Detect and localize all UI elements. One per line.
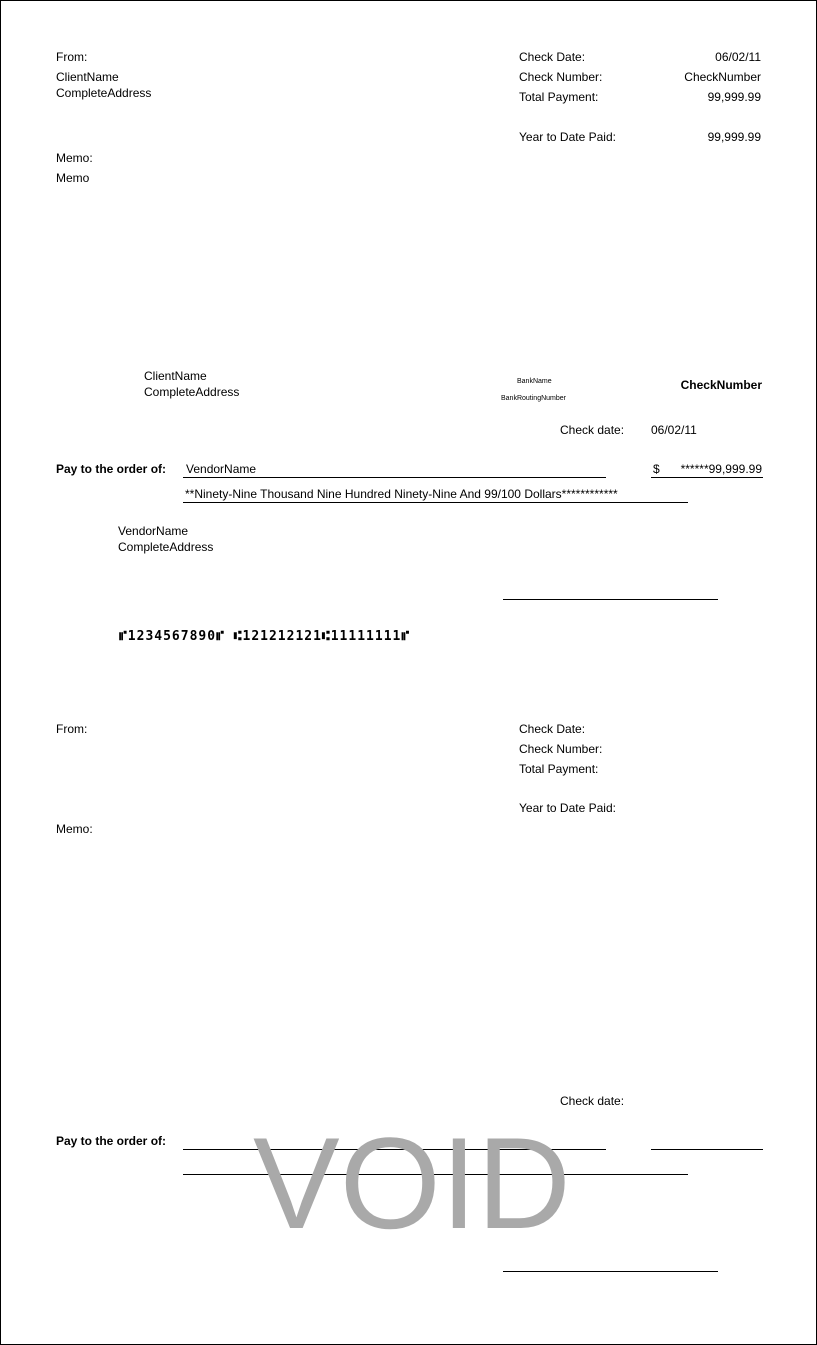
stub1-client-address: CompleteAddress xyxy=(56,86,152,100)
amount-words-line xyxy=(183,502,688,503)
stub1-ytd-label: Year to Date Paid: xyxy=(519,130,616,144)
stub1-total-payment-value: 99,999.99 xyxy=(707,90,761,104)
void-signature-line xyxy=(503,1271,718,1272)
payee-name: VendorName xyxy=(186,462,257,476)
void-check-date-label: Check date: xyxy=(560,1094,625,1108)
check-amount: ******99,999.99 xyxy=(680,462,762,476)
stub2-check-date-label: Check Date: xyxy=(519,722,586,736)
check-client-name: ClientName xyxy=(144,369,207,383)
stub1-from-label: From: xyxy=(56,50,88,64)
void-pay-to-label: Pay to the order of: xyxy=(56,1134,167,1148)
amount-in-words: **Ninety-Nine Thousand Nine Hundred Ninety-Nine And 99/100 Dollars************ xyxy=(185,487,618,501)
stub1-check-date-value: 06/02/11 xyxy=(715,50,761,64)
stub1-memo-label: Memo: xyxy=(56,151,93,165)
stub2-from-label: From: xyxy=(56,722,88,736)
payee-line xyxy=(183,477,606,478)
void-amount-line xyxy=(651,1149,763,1150)
amount-line xyxy=(651,477,763,478)
stub1-memo-value: Memo xyxy=(56,171,90,185)
bank-routing-number: BankRoutingNumber xyxy=(501,395,566,402)
stub1-check-date-label: Check Date: xyxy=(519,50,586,64)
stub2-total-payment-label: Total Payment: xyxy=(519,762,599,776)
vendor-name: VendorName xyxy=(118,524,189,538)
stub1-client-name: ClientName xyxy=(56,70,119,84)
stub1-check-number-label: Check Number: xyxy=(519,70,603,84)
vendor-address: CompleteAddress xyxy=(118,540,214,554)
stub1-check-number-value: CheckNumber xyxy=(684,70,761,84)
pay-to-label: Pay to the order of: xyxy=(56,462,167,476)
micr-line: ⑈1234567890⑈ ⑆121212121⑆11111111⑈ xyxy=(119,629,411,644)
check-number: CheckNumber xyxy=(680,378,762,392)
stub2-memo-label: Memo: xyxy=(56,822,93,836)
void-watermark: VOID xyxy=(253,1110,571,1256)
stub2-check-number-label: Check Number: xyxy=(519,742,603,756)
stub1-ytd-value: 99,999.99 xyxy=(707,130,761,144)
stub2-ytd-label: Year to Date Paid: xyxy=(519,801,616,815)
check-date-label: Check date: xyxy=(560,423,625,437)
stub1-total-payment-label: Total Payment: xyxy=(519,90,599,104)
bank-name: BankName xyxy=(517,378,552,385)
dollar-sign: $ xyxy=(653,462,660,476)
signature-line xyxy=(503,599,718,600)
check-date-value: 06/02/11 xyxy=(651,423,697,437)
check-client-address: CompleteAddress xyxy=(144,385,240,399)
